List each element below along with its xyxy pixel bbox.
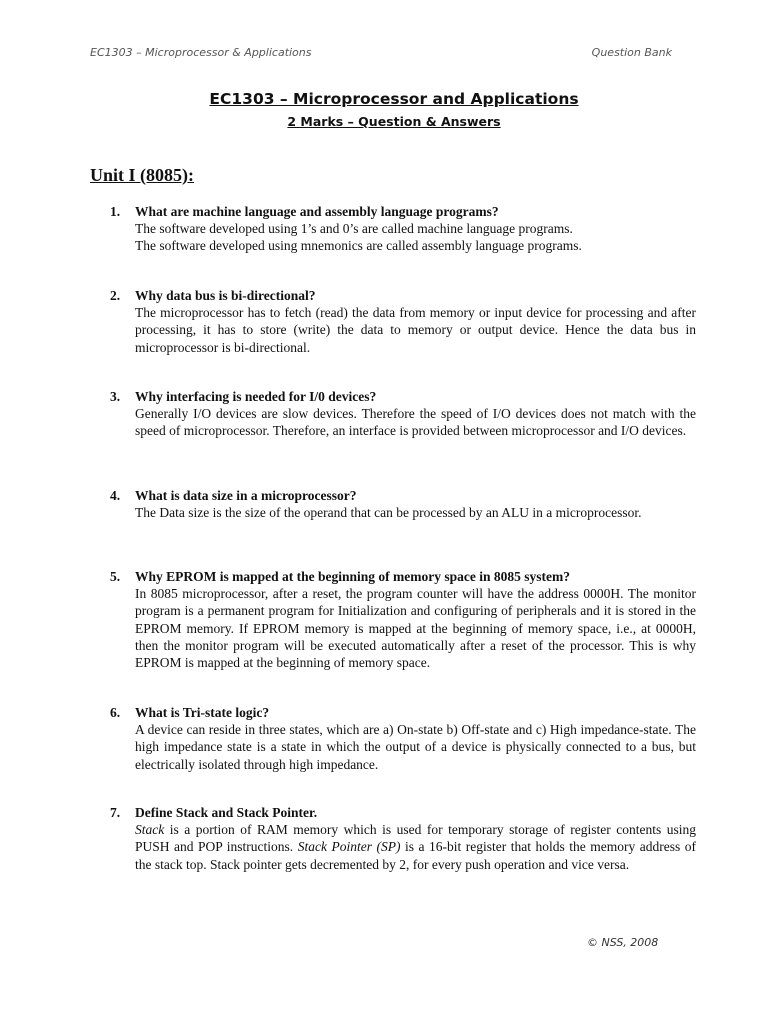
- question-number: 4.: [110, 488, 121, 503]
- term-stack: Stack: [135, 822, 165, 838]
- answer-text: The microprocessor has to fetch (read) the data from memory or input device for processing and after processing, it has to store (write) the data to memory or output device. Hence the data bus in microprocessor is bi-directional.: [135, 305, 696, 355]
- term-stack-pointer: Stack Pointer (SP): [297, 839, 401, 855]
- answer-text: The Data size is the size of the operand that can be processed by an ALU in a microprocessor.: [135, 505, 642, 521]
- question-number: 3.: [110, 389, 121, 404]
- question-number: 5.: [110, 569, 121, 584]
- question-text: Why data bus is bi-directional?: [135, 288, 316, 303]
- question-text: Why interfacing is needed for I/0 devices?: [135, 389, 377, 404]
- question-number: 1.: [110, 204, 121, 219]
- question-number: 2.: [110, 288, 121, 303]
- question-item-4: [110, 487, 696, 521]
- answer-line: The software developed using mnemonics are called assembly language programs.: [135, 238, 582, 254]
- question-text: Define Stack and Stack Pointer.: [135, 805, 318, 820]
- answer-text: In 8085 microprocessor, after a reset, the program counter will have the address 0000H. The monitor program is a permanent program for Initialization and configuring of peripherals and it is stored in the EPROM memory. If EPROM memory is mapped at the beginning of memory space, i.e., at 0000H, then the monitor program will be executed automatically after a reset of the processor. This is why EPROM is mapped at the beginning of memory space.: [135, 586, 696, 671]
- page-subtitle: 2 Marks – Question & Answers: [287, 114, 501, 129]
- question-item-2: [110, 287, 696, 356]
- header-course: EC1303 – Microprocessor & Applications: [90, 46, 312, 59]
- question-text: What is data size in a microprocessor?: [135, 488, 357, 503]
- question-text: What is Tri-state logic?: [135, 705, 270, 720]
- answer-text: [135, 821, 696, 873]
- unit-heading: Unit I (8085):: [90, 165, 194, 185]
- answer-line: The software developed using 1’s and 0’s are called machine language programs.: [135, 221, 573, 237]
- answer-text: [135, 220, 696, 254]
- question-text: Why EPROM is mapped at the beginning of memory space in 8085 system?: [135, 569, 570, 584]
- question-item-6: [110, 704, 696, 773]
- question-number: 6.: [110, 705, 121, 720]
- answer-text: A device can reside in three states, which are a) On-state b) Off-state and c) High impedance-state. The high impedance state is a state in which the output of a device is physically connected to a bus, but electrically isolated through high impedance.: [135, 722, 696, 772]
- question-number: 7.: [110, 805, 121, 820]
- page-title: EC1303 – Microprocessor and Applications: [209, 90, 579, 108]
- answer-text: Generally I/O devices are slow devices. Therefore the speed of I/O devices does not match with the speed of microprocessor. Therefore, an interface is provided between microprocessor and I/O devices.: [135, 406, 696, 439]
- question-item-7: [110, 804, 696, 873]
- question-item-3: [110, 388, 696, 440]
- running-header: [90, 46, 672, 59]
- question-item-5: [110, 568, 696, 671]
- answer-segment: is a 16-bit register that holds the memory address of the stack top. Stack pointer gets decremented by 2, for every push operation and vice versa.: [135, 839, 697, 872]
- header-doc-type: Question Bank: [591, 46, 672, 59]
- question-item-1: [110, 203, 696, 255]
- answer-segment: is a portion of RAM memory which is used for temporary storage of register contents using PUSH and POP instructions.: [135, 822, 696, 855]
- copyright-footer: © NSS, 2008: [587, 936, 659, 949]
- question-text: What are machine language and assembly language programs?: [135, 204, 499, 219]
